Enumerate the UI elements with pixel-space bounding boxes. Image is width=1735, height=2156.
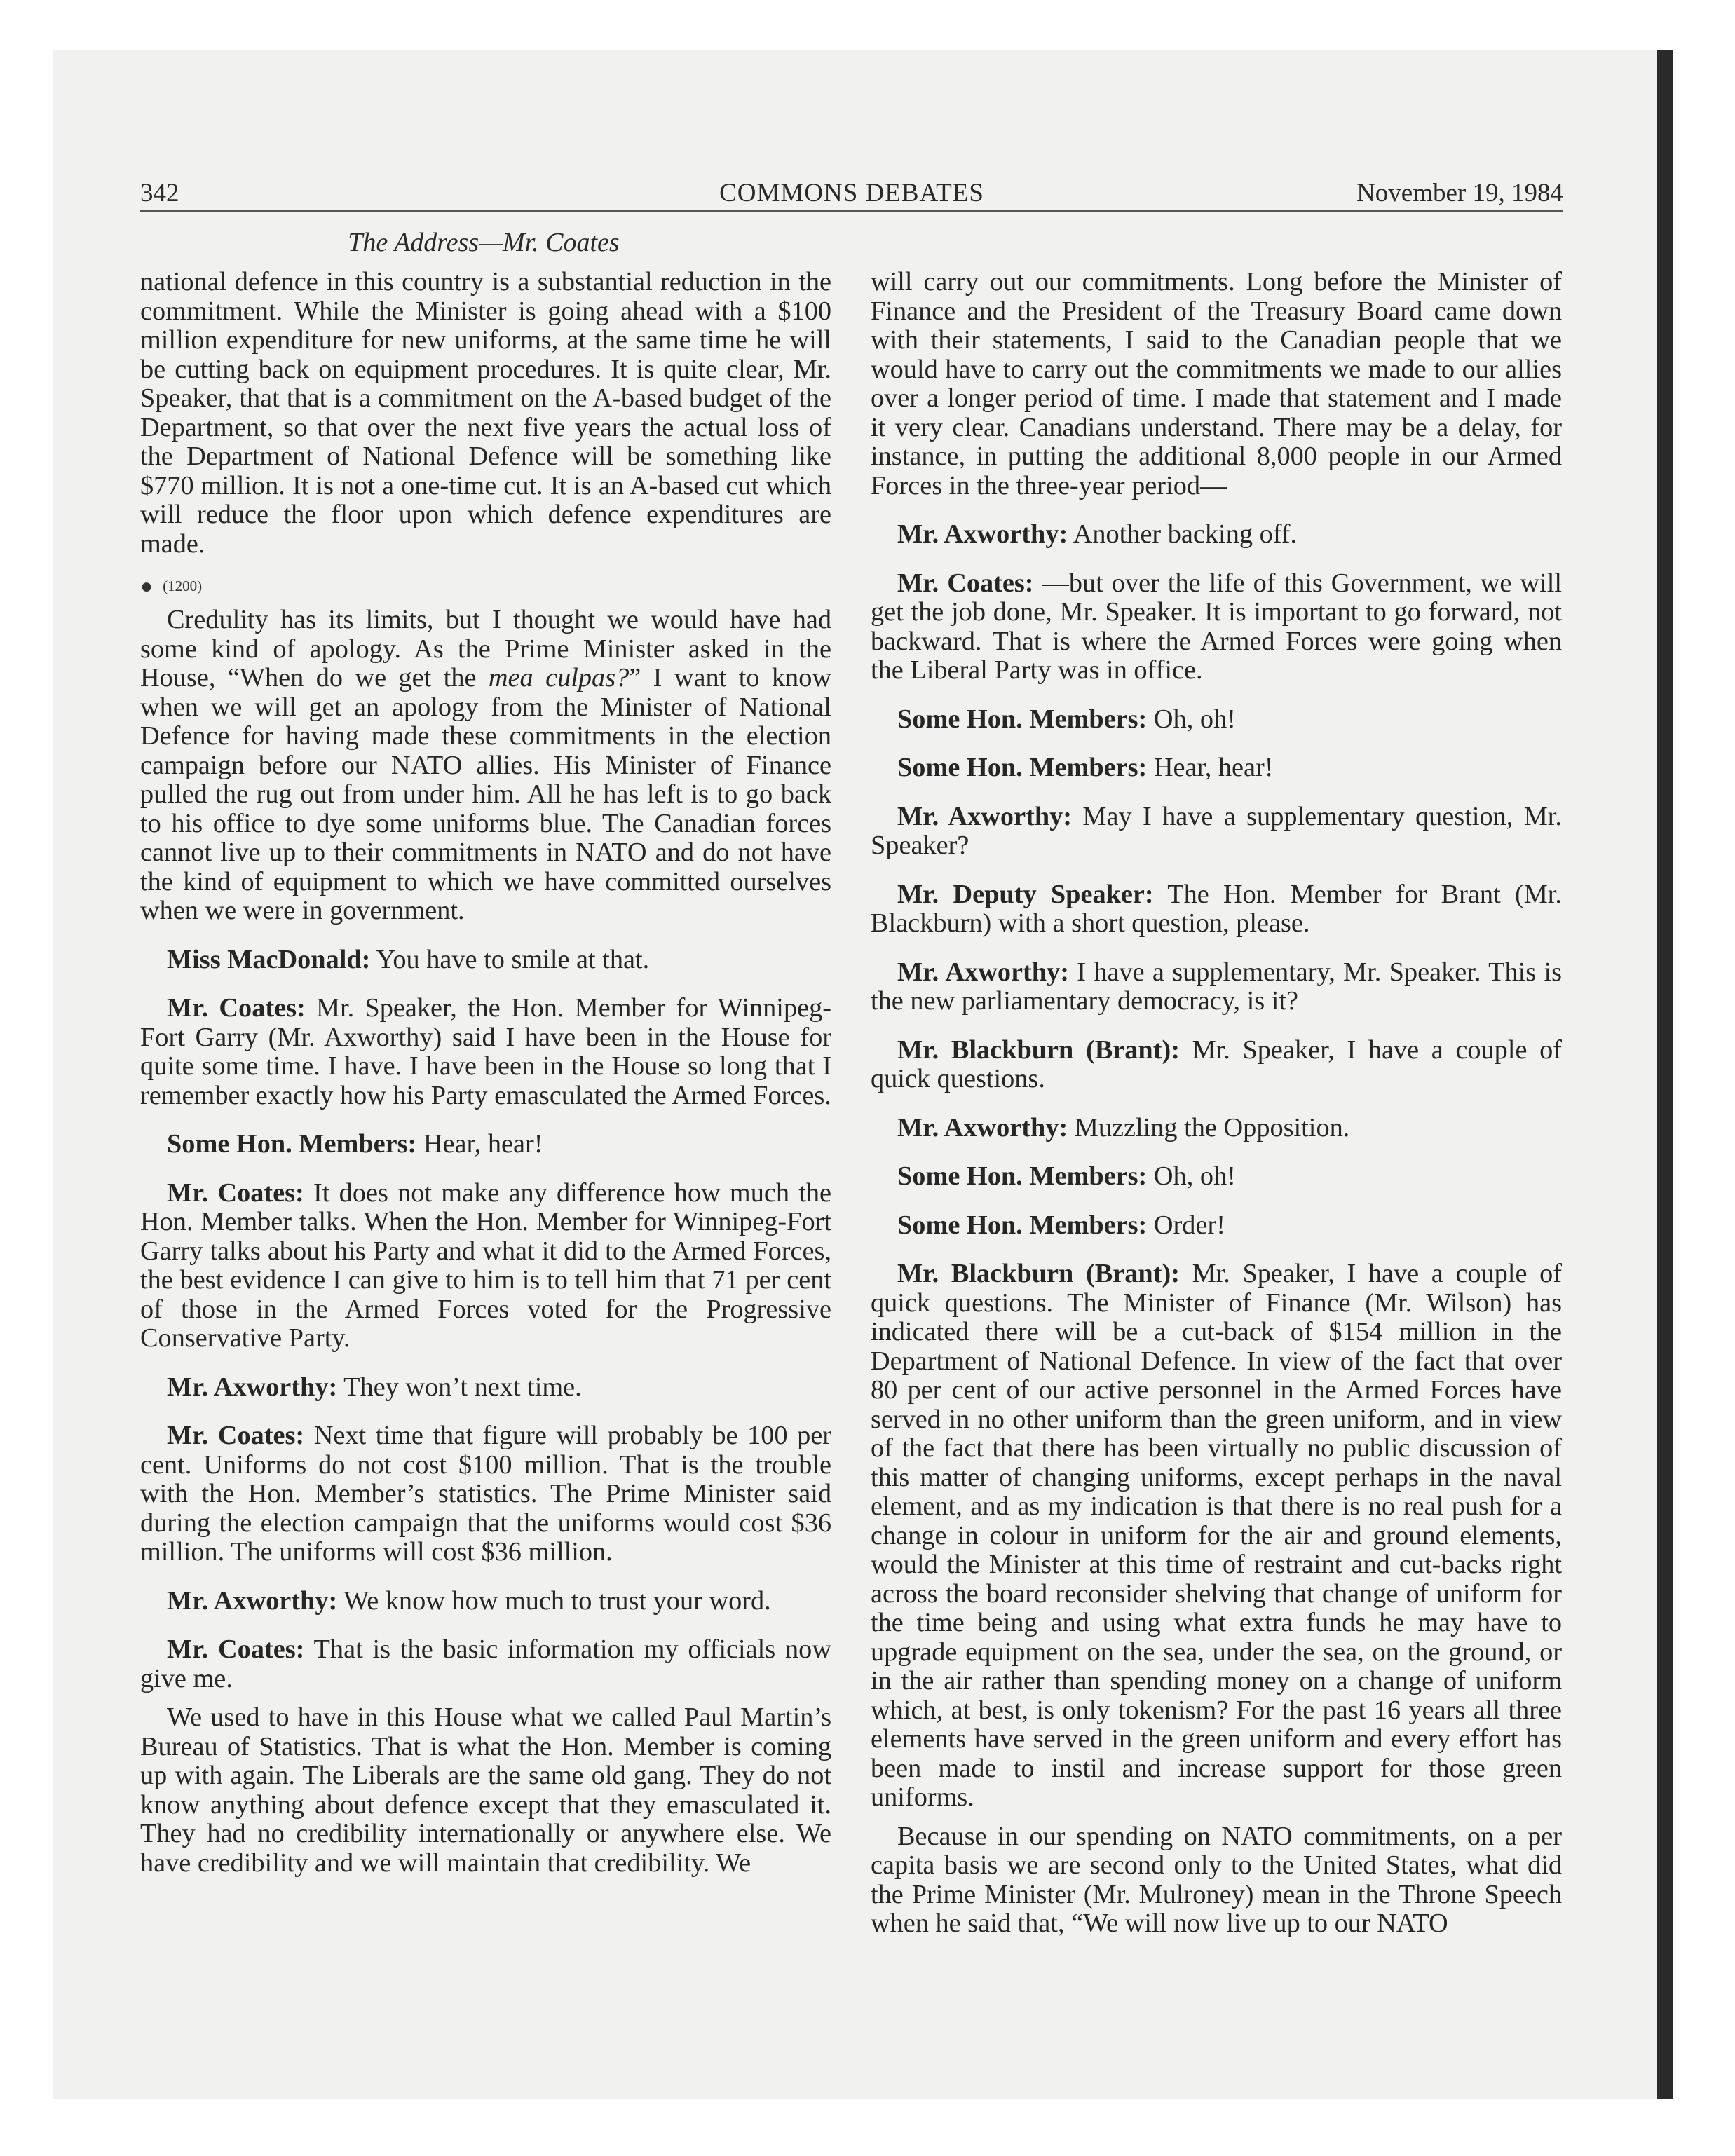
speaker-name: Mr. Axworthy: <box>167 1372 338 1402</box>
text-run: ” I want to know when we will get an apology from the Minister of National Defence for having made these commitments in the election campaign before our NATO allies. His Minister of Finance pulled the rug out from under him. All he has left is to go back to his office to dye some uniforms blue. The Canadian forces cannot live up to their commitments in NATO and do not have the kind of equipment to which we have committed ourselves when we were in government. <box>140 663 831 925</box>
paragraph: Because in our spending on NATO commitments, on a per capita basis we are second only to the United States, what did the Prime Minister (Mr. Mulroney) mean in the Throne Speech when he said that, “We will now live up to our NATO <box>871 1821 1562 1938</box>
publication-title: COMMONS DEBATES <box>719 179 984 207</box>
speech <box>140 994 831 1110</box>
speech <box>871 880 1562 939</box>
speaker-name: Mr. Coates: <box>167 993 306 1023</box>
speech-text: That is the basic information my officials now give me. <box>140 1635 831 1693</box>
page-header <box>140 177 1563 210</box>
speech-text: Muzzling the Opposition. <box>1068 1112 1350 1142</box>
speech <box>871 1260 1562 1813</box>
speaker-name: Some Hon. Members: <box>897 753 1148 782</box>
speaker-name: Some Hon. Members: <box>897 1210 1148 1240</box>
speech-text: Mr. Speaker, the Hon. Member for Winnipeg-Fort Garry (Mr. Axworthy) said I have been in the House for quite some time. I have. I have been in the House so long that I remember exactly how his Party emasculated the Armed Forces. <box>140 993 831 1110</box>
speaker-name: Mr. Blackburn (Brant): <box>897 1259 1180 1288</box>
speech <box>140 1587 831 1616</box>
paragraph: national defence in this country is a substantial reduction in the commitment. While the Minister is going ahead with a $100 million expenditure for new uniforms, at the same time he will be cutting back on equipment procedures. It is quite clear, Mr. Speaker, that that is a commitment on the A-based budget of the Department, so that over the next five years the actual loss of the Department of National Defence will be something like $770 million. It is not a one-time cut. It is an A-based cut which will reduce the floor upon which defence expenditures are made. <box>140 267 831 559</box>
speech-text: The Hon. Member for Brant (Mr. Blackburn) with a short question, please. <box>871 879 1562 938</box>
speech <box>871 1114 1562 1143</box>
header-rule <box>140 210 1563 212</box>
left-column <box>140 268 831 1878</box>
publication-date: November 19, 1984 <box>1356 179 1563 207</box>
speaker-name: Mr. Axworthy: <box>897 519 1068 549</box>
speaker-name: Mr. Axworthy: <box>167 1585 338 1616</box>
paragraph: will carry out our commitments. Long before the Minister of Finance and the President of the Treasury Board came down with their statements, I said to the Canadian people that we would have to carry out the commitments we made to our allies over a longer period of time. I made that statement and I made it very clear. Canadians understand. There may be a delay, for instance, in putting the additional 8,000 people in our Armed Forces in the three-year period— <box>871 267 1562 500</box>
speaker-name: Some Hon. Members: <box>897 704 1148 734</box>
speaker-name: Mr. Coates: <box>167 1421 305 1450</box>
bullet-icon: ● <box>140 575 154 598</box>
speech-text: We know how much to trust your word. <box>337 1585 771 1616</box>
speech <box>140 1373 831 1403</box>
speech <box>140 946 831 975</box>
speech-text: Hear, hear! <box>416 1129 543 1159</box>
timestamp-text: (1200) <box>163 578 203 594</box>
timestamp <box>140 574 831 599</box>
speech-text: You have to smile at that. <box>370 944 650 974</box>
speech <box>871 1162 1562 1192</box>
speaker-name: Mr. Blackburn (Brant): <box>897 1035 1180 1065</box>
speech <box>140 1130 831 1159</box>
paragraph: We used to have in this House what we called Paul Martin’s Bureau of Statistics. That is what the Hon. Member is coming up with again. The Liberals are the same old gang. They do not know anything about defence except that they emasculated it. They had no credibility internationally or anywhere else. We have credibility and we will maintain that credibility. We <box>140 1703 831 1878</box>
speech <box>871 803 1562 861</box>
speech-text: Order! <box>1147 1210 1225 1240</box>
speaker-name: Some Hon. Members: <box>167 1129 417 1159</box>
running-head: The Address—Mr. Coates <box>348 228 620 257</box>
speech-text: It does not make any difference how much the Hon. Member talks. When the Hon. Member for Winnipeg-Fort Garry talks about his Party and what it did to the Armed Forces, the best evidence I can give to him is to tell him that 71 per cent of those in the Armed Forces voted for the Progressive Conservative Party. <box>140 1178 832 1353</box>
speech <box>140 1635 831 1693</box>
speaker-name: Mr. Axworthy: <box>897 801 1073 831</box>
speech <box>871 705 1562 735</box>
speech-text: I have a supplementary, Mr. Speaker. This is the new parliamentary democracy, is it? <box>871 957 1562 1016</box>
speech-text: Mr. Speaker, I have a couple of quick questions. The Minister of Finance (Mr. Wilson) has indicated there will be a cut-back of $154 million in the Department of National Defence. In view of the fact that over 80 per cent of our active personnel in the Armed Forces have served in no other uniform than the green uniform, and in view of the fact that there has been virtually no public discussion of this matter of changing uniforms, except perhaps in the naval element, and as my indication is that there is no real push for a change in colour in uniform for the air and ground elements, would the Minister at this time of restraint and cut-backs right across the board reconsider shelving that change of uniform for the time being and using what extra funds he may have to upgrade equipment on the sea, under the sea, on the ground, or in the air rather than spending money on a change of uniform which, at best, is only tokenism? For the past 16 years all three elements have served in the green uniform and every effort has been made to instil and increase support for those green uniforms. <box>871 1259 1562 1812</box>
speech <box>140 1421 831 1567</box>
speech <box>871 1036 1562 1094</box>
speaker-name: Mr. Coates: <box>167 1635 305 1664</box>
speaker-name: Mr. Coates: <box>167 1178 304 1208</box>
speech-text: Oh, oh! <box>1147 704 1236 734</box>
speech <box>140 1179 831 1353</box>
paragraph <box>140 606 831 926</box>
speaker-name: Mr. Axworthy: <box>897 1112 1068 1142</box>
speech-text: Oh, oh! <box>1147 1161 1236 1191</box>
speech-text: They won’t next time. <box>337 1372 582 1402</box>
speaker-name: Mr. Deputy Speaker: <box>897 879 1154 909</box>
speech <box>871 1211 1562 1241</box>
speaker-name: Mr. Axworthy: <box>897 957 1069 987</box>
speaker-name: Some Hon. Members: <box>897 1161 1148 1191</box>
page-number: 342 <box>140 179 179 207</box>
speech <box>871 958 1562 1016</box>
speech <box>871 520 1562 550</box>
speech-text: May I have a supplementary question, Mr. Speaker? <box>871 801 1562 860</box>
speaker-name: Miss MacDonald: <box>167 944 371 974</box>
speech <box>871 569 1562 685</box>
speech-text: Next time that figure will probably be 100 per cent. Uniforms do not cost $100 million. That is the trouble with the Hon. Member’s statistics. The Prime Minister said during the election campaign that the uniforms would cost $36 million. The uniforms will cost $36 million. <box>140 1421 832 1567</box>
scan-edge-shadow <box>1657 50 1673 2099</box>
italic-text: mea culpas? <box>488 663 630 692</box>
speech-text: Hear, hear! <box>1147 753 1274 782</box>
speech-text: Another backing off. <box>1068 519 1298 549</box>
text-run: Credulity has its limits, but I thought we would have had some kind of apology. As the Prime Minister asked in the House, “When do we get the <box>140 605 831 692</box>
speaker-name: Mr. Coates: <box>897 568 1034 598</box>
speech-text: —but over the life of this Government, we will get the job done, Mr. Speaker. It is important to go forward, not backward. That is where the Armed Forces were going when the Liberal Party was in office. <box>871 568 1562 685</box>
speech <box>871 753 1562 783</box>
speech-text: Mr. Speaker, I have a couple of quick questions. <box>871 1035 1562 1093</box>
right-column <box>871 268 1562 1939</box>
